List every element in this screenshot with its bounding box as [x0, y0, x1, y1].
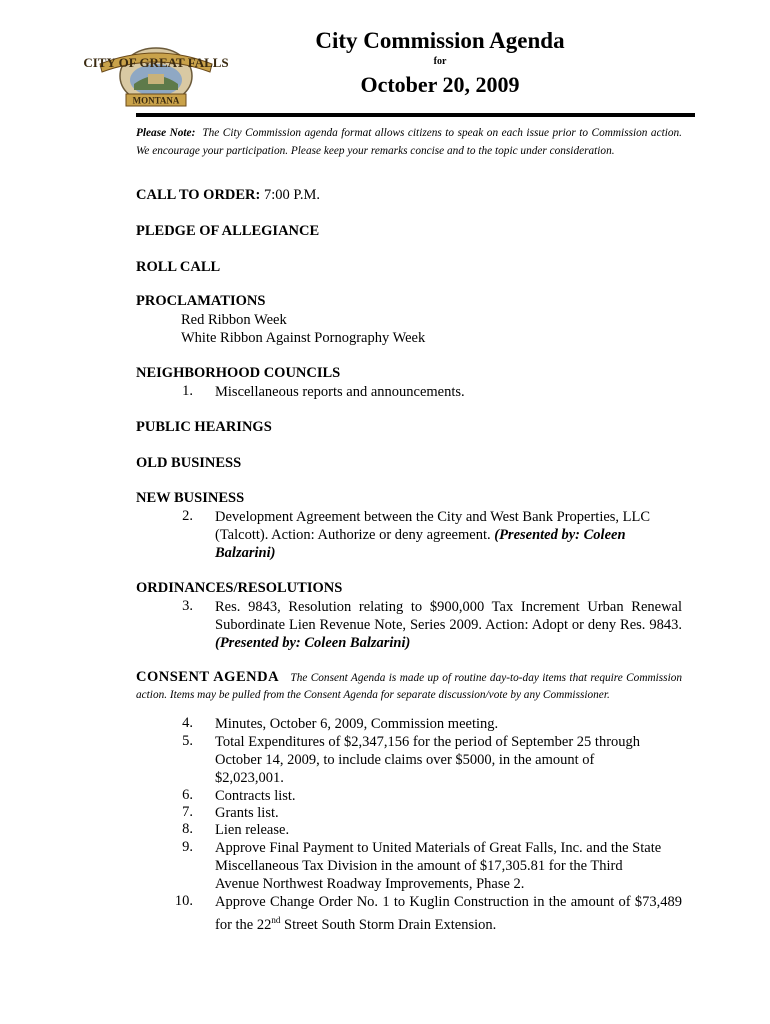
item-text: Development Agreement between the City and West Bank Properties, LLC (Talcott). Action: Authorize or deny agreement.	[215, 509, 651, 543]
consent-item	[215, 893, 682, 934]
city-of-great-falls-logo	[83, 38, 229, 108]
item-number: 8.	[182, 821, 193, 837]
item-text: Res. 9843, Resolution relating to $900,000 Tax Increment Urban Renewal Subordinate Lien Revenue Note, Series 2009. Action: Adopt or deny Res. 9843.	[215, 599, 682, 633]
proclamation-item: White Ribbon Against Pornography Week	[181, 330, 426, 346]
ordinal-suffix: nd	[271, 915, 281, 925]
consent-item: Minutes, October 6, 2009, Commission meeting.	[215, 716, 499, 732]
roll-call-heading: ROLL CALL	[136, 259, 221, 275]
neighborhood-item: Miscellaneous reports and announcements.	[215, 384, 465, 400]
logo-bottom-text: MONTANA	[132, 95, 180, 106]
item-number: 5.	[182, 733, 193, 749]
item-number: 6.	[182, 787, 193, 803]
note-text: The City Commission agenda format allows citizens to speak on each issue prior to Commission action. We encourage your participation. Please keep your remarks concise and to the topic under consideration.	[136, 127, 682, 157]
item-number: 3.	[182, 598, 193, 614]
presenter: (Presented by: Coleen Balzarini)	[215, 527, 626, 561]
consent-heading: CONSENT AGENDA	[136, 669, 280, 685]
proclamation-item: Red Ribbon Week	[181, 312, 287, 328]
item-number: 7.	[182, 804, 193, 820]
item-text: Street South Storm Drain Extension.	[280, 916, 497, 933]
ordinance-item	[215, 598, 682, 652]
presenter: (Presented by: Coleen Balzarini)	[215, 635, 411, 651]
old-business-heading: OLD BUSINESS	[136, 455, 242, 471]
item-number: 4.	[182, 715, 193, 731]
call-to-order	[136, 187, 320, 204]
new-business-heading: NEW BUSINESS	[136, 490, 245, 506]
consent-item: Contracts list.	[215, 788, 296, 804]
new-business-item	[215, 508, 682, 562]
item-number: 9.	[182, 839, 193, 855]
consent-item: Approve Final Payment to United Materials of Great Falls, Inc. and the State Miscellaneous Tax Division in the amount of $17,305.81 for the Third Avenue Northwest Roadway Improvements, Phase 2.	[215, 840, 662, 892]
agenda-date: October 20, 2009	[360, 72, 520, 97]
item-number: 10.	[174, 893, 193, 909]
logo-top-text: CITY OF GREAT FALLS	[83, 55, 229, 70]
neighborhood-heading: NEIGHBORHOOD COUNCILS	[136, 365, 341, 381]
consent-item: Lien release.	[215, 822, 290, 838]
item-text: Approve Change Order No. 1 to Kuglin Construction in the amount of $73,489 for the 22	[215, 894, 682, 933]
header-rule	[136, 113, 695, 117]
call-to-order-label: CALL TO ORDER:	[136, 187, 261, 203]
title-for: for	[433, 56, 447, 67]
proclamations-heading: PROCLAMATIONS	[136, 293, 266, 309]
item-number: 1.	[182, 383, 193, 399]
public-hearings-heading: PUBLIC HEARINGS	[136, 419, 272, 435]
ordinances-heading: ORDINANCES/RESOLUTIONS	[136, 580, 343, 596]
consent-item: Grants list.	[215, 805, 279, 821]
consent-description: The Consent Agenda is made up of routine day-to-day items that require Commission action. Items may be pulled from the Consent Agenda for separate discussion/vote by any Commissioner.	[136, 672, 683, 701]
please-note	[136, 124, 682, 160]
call-to-order-time: 7:00 P.M.	[263, 187, 320, 203]
pledge-heading: PLEDGE OF ALLEGIANCE	[136, 223, 320, 239]
item-number: 2.	[182, 508, 193, 524]
consent-item: Total Expenditures of $2,347,156 for the period of September 25 through October 14, 2009, to include claims over $5000, in the amount of $2,023,001.	[215, 734, 641, 786]
agenda-title: City Commission Agenda	[315, 28, 565, 53]
note-label: Please Note:	[136, 127, 196, 139]
consent-agenda-intro	[136, 669, 682, 704]
